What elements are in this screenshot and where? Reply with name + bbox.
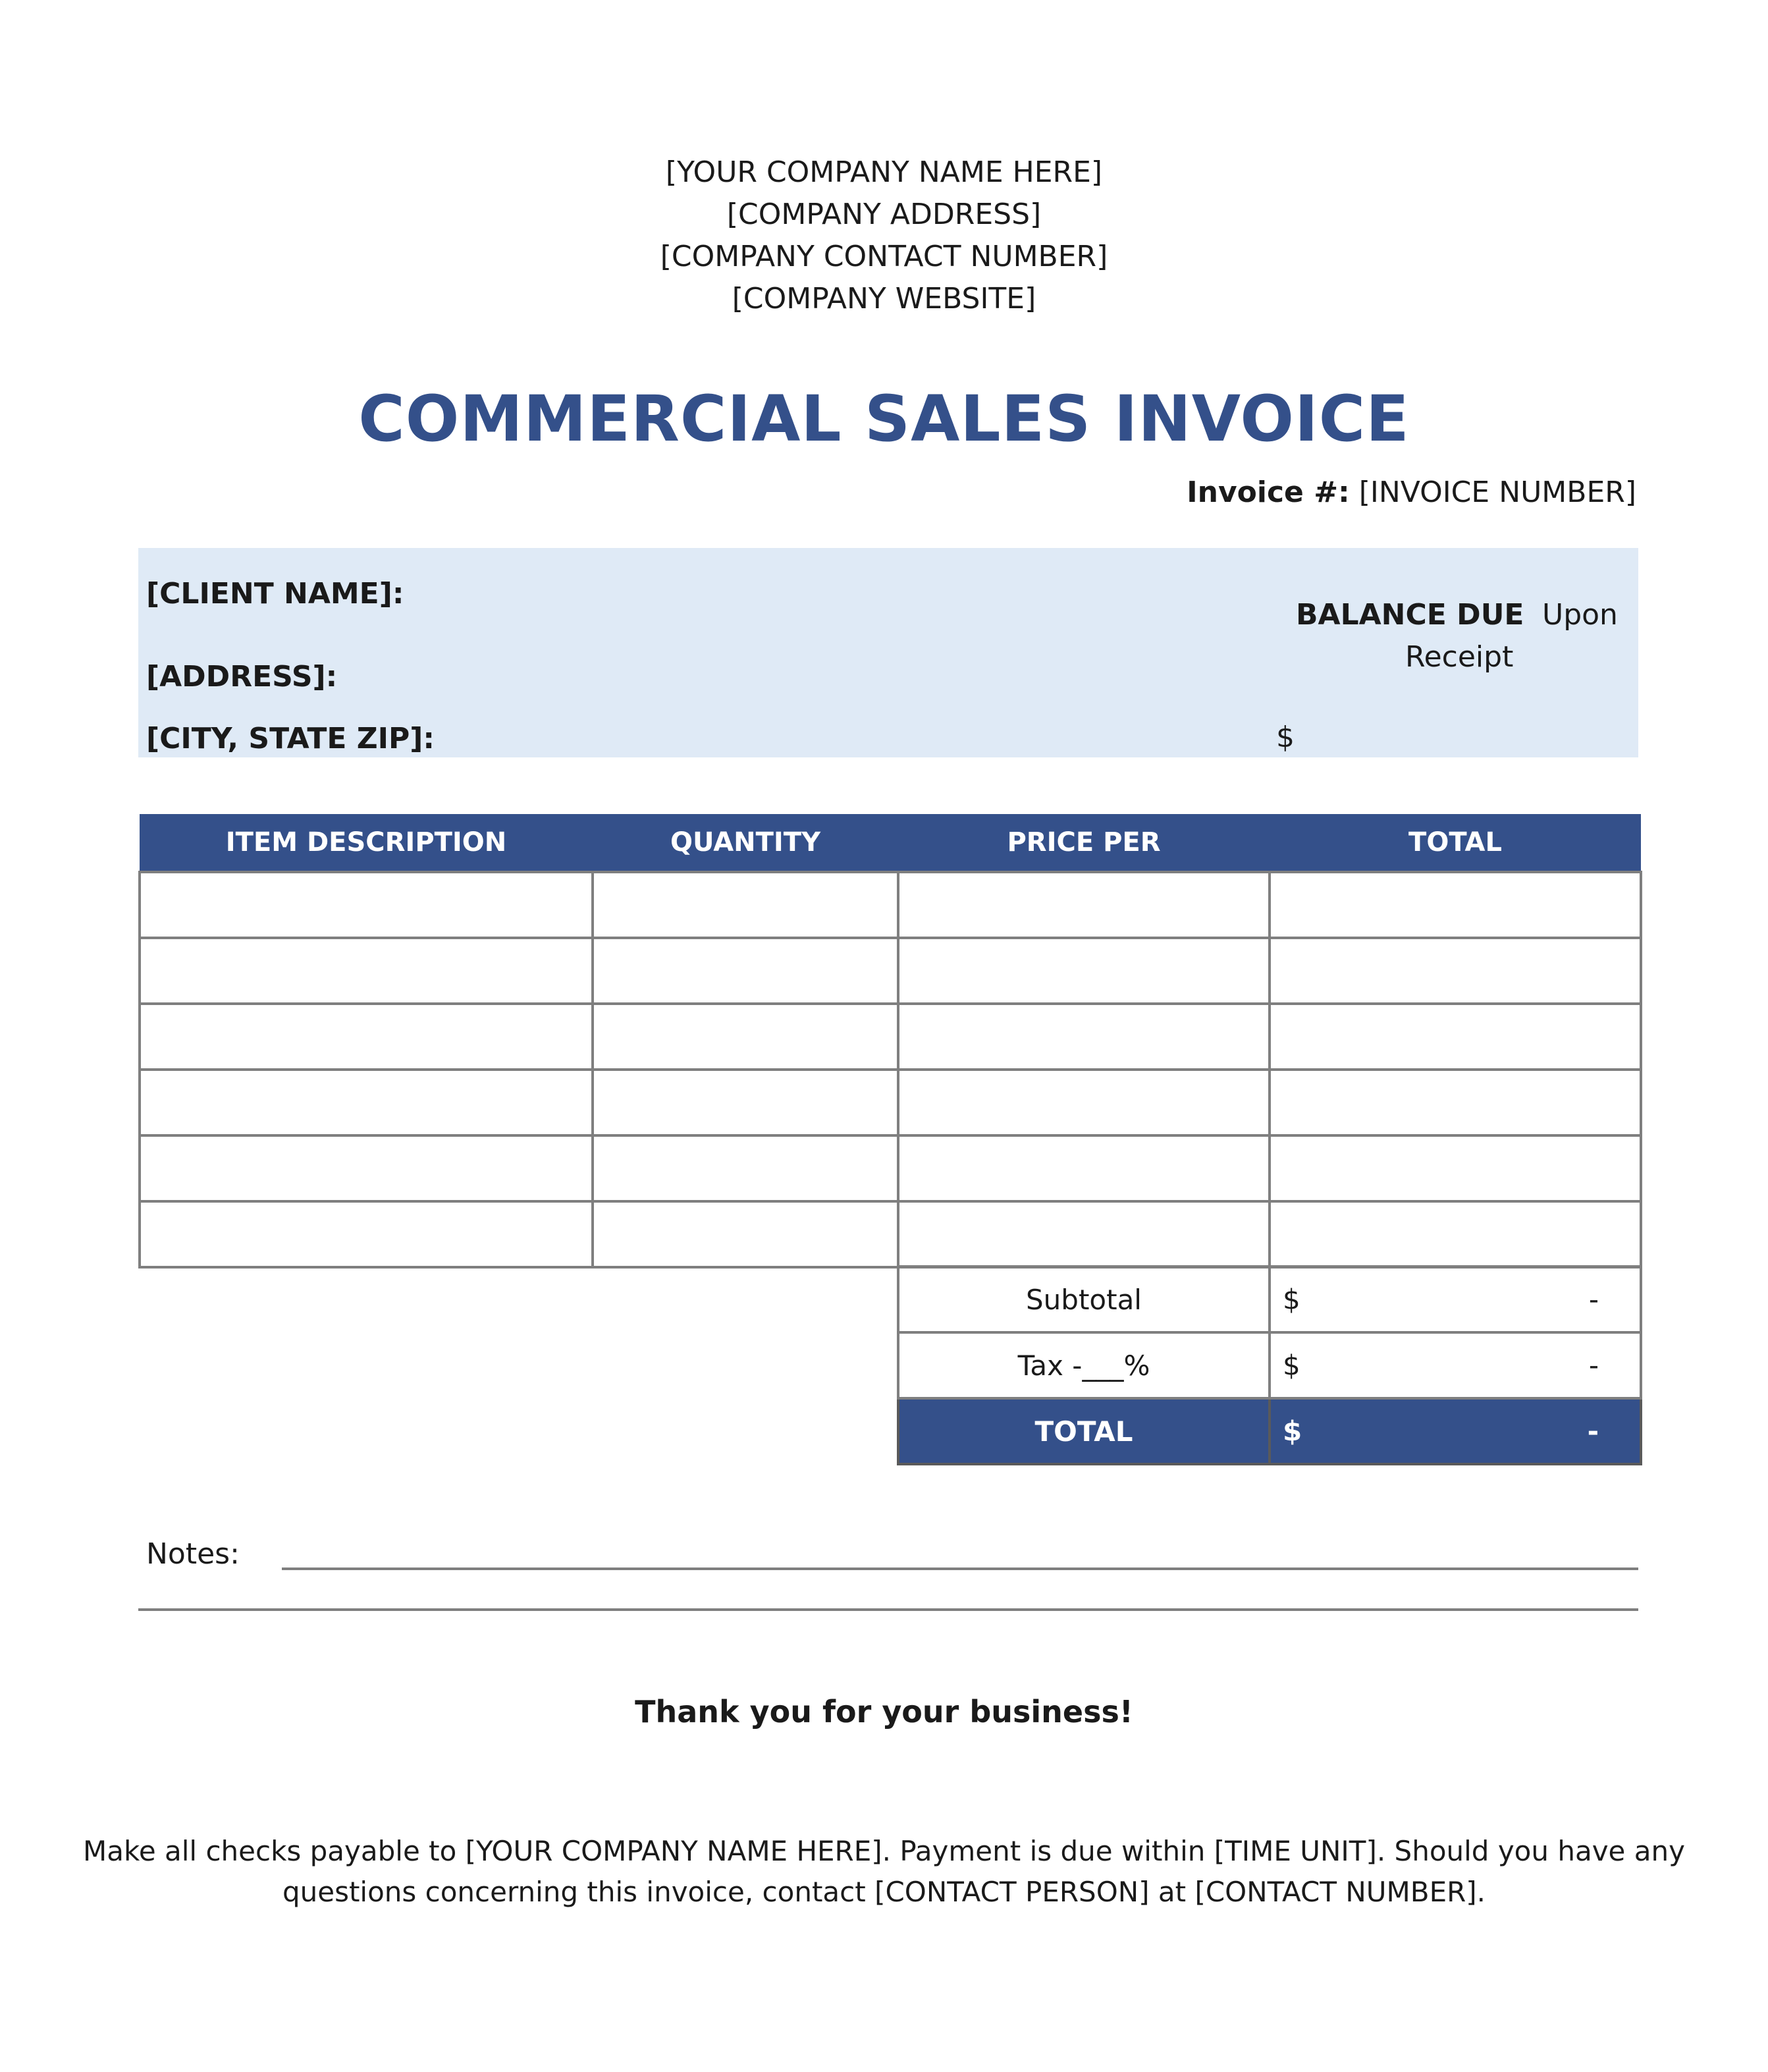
grand-total-amount[interactable] [1270,1398,1641,1464]
cell-quantity[interactable] [593,1135,898,1201]
invoice-number-value[interactable]: [INVOICE NUMBER] [1358,476,1636,509]
cell-quantity[interactable] [593,938,898,1004]
invoice-number [1187,476,1636,509]
cell-total[interactable] [1270,1135,1641,1201]
cell-total[interactable] [1270,938,1641,1004]
cell-total[interactable] [1270,872,1641,938]
cell-item-description[interactable] [140,1004,593,1070]
company-website: [COMPANY WEBSITE] [732,282,1036,315]
payment-instructions [0,1831,1768,1913]
balance-due-receipt: Receipt [1405,640,1514,674]
table-row [140,1201,1641,1267]
table-row [140,1135,1641,1201]
cell-price-per[interactable] [898,938,1270,1004]
balance-due-label: BALANCE DUE [1296,598,1524,632]
tax-row [898,1332,1641,1398]
cell-item-description[interactable] [140,938,593,1004]
payment-instructions-line-2: questions concerning this invoice, contact [CONTACT PERSON] at [CONTACT NUMBER]. [282,1876,1486,1908]
notes-label: Notes: [146,1537,240,1571]
cell-item-description[interactable] [140,1070,593,1135]
notes-line-2[interactable] [138,1608,1638,1611]
summary-table [897,1265,1642,1465]
table-row [140,1004,1641,1070]
table-row [140,872,1641,938]
company-name: [YOUR COMPANY NAME HERE] [665,155,1103,189]
tax-value: - [1588,1349,1599,1382]
items-table [138,814,1642,1268]
cell-price-per[interactable] [898,1201,1270,1267]
header-price-per: PRICE PER [898,814,1270,872]
header-total: TOTAL [1270,814,1641,872]
table-row [140,1070,1641,1135]
client-city-label[interactable]: [CITY, STATE ZIP]: [146,722,435,755]
items-header-row [140,814,1641,872]
balance-due-upon: Upon [1542,598,1618,632]
cell-total[interactable] [1270,1201,1641,1267]
grand-total-value: - [1587,1415,1599,1448]
thank-you-message: Thank you for your business! [635,1694,1133,1730]
balance-due-currency[interactable]: $ [1276,721,1295,754]
cell-quantity[interactable] [593,1004,898,1070]
subtotal-row [898,1267,1641,1332]
notes-line-1[interactable] [282,1568,1638,1570]
cell-quantity[interactable] [593,872,898,938]
subtotal-value: - [1588,1283,1599,1316]
header-item-description: ITEM DESCRIPTION [140,814,593,872]
cell-price-per[interactable] [898,1070,1270,1135]
cell-price-per[interactable] [898,872,1270,938]
grand-total-label: TOTAL [898,1398,1270,1464]
header-quantity: QUANTITY [593,814,898,872]
subtotal-label: Subtotal [898,1267,1270,1332]
tax-amount[interactable] [1270,1332,1641,1398]
grand-total-currency: $ [1283,1415,1302,1448]
payment-instructions-line-1: Make all checks payable to [YOUR COMPANY NAME HERE]. Payment is due within [TIME UNIT]. Should you have any [83,1835,1685,1867]
cell-price-per[interactable] [898,1004,1270,1070]
invoice-number-label: Invoice #: [1187,476,1350,509]
table-row [140,938,1641,1004]
cell-price-per[interactable] [898,1135,1270,1201]
cell-item-description[interactable] [140,1201,593,1267]
cell-item-description[interactable] [140,1135,593,1201]
cell-total[interactable] [1270,1070,1641,1135]
company-address: [COMPANY ADDRESS] [726,198,1042,231]
grand-total-row [898,1398,1641,1464]
company-contact: [COMPANY CONTACT NUMBER] [660,240,1108,273]
invoice-title: COMMERCIAL SALES INVOICE [358,382,1410,456]
cell-total[interactable] [1270,1004,1641,1070]
subtotal-currency: $ [1283,1283,1300,1316]
subtotal-amount[interactable] [1270,1267,1641,1332]
cell-item-description[interactable] [140,872,593,938]
client-address-label[interactable]: [ADDRESS]: [146,660,338,694]
client-name-label[interactable]: [CLIENT NAME]: [146,577,404,611]
tax-currency: $ [1283,1349,1300,1382]
cell-quantity[interactable] [593,1201,898,1267]
tax-label[interactable]: Tax -___% [898,1332,1270,1398]
client-info-band [138,548,1638,757]
cell-quantity[interactable] [593,1070,898,1135]
